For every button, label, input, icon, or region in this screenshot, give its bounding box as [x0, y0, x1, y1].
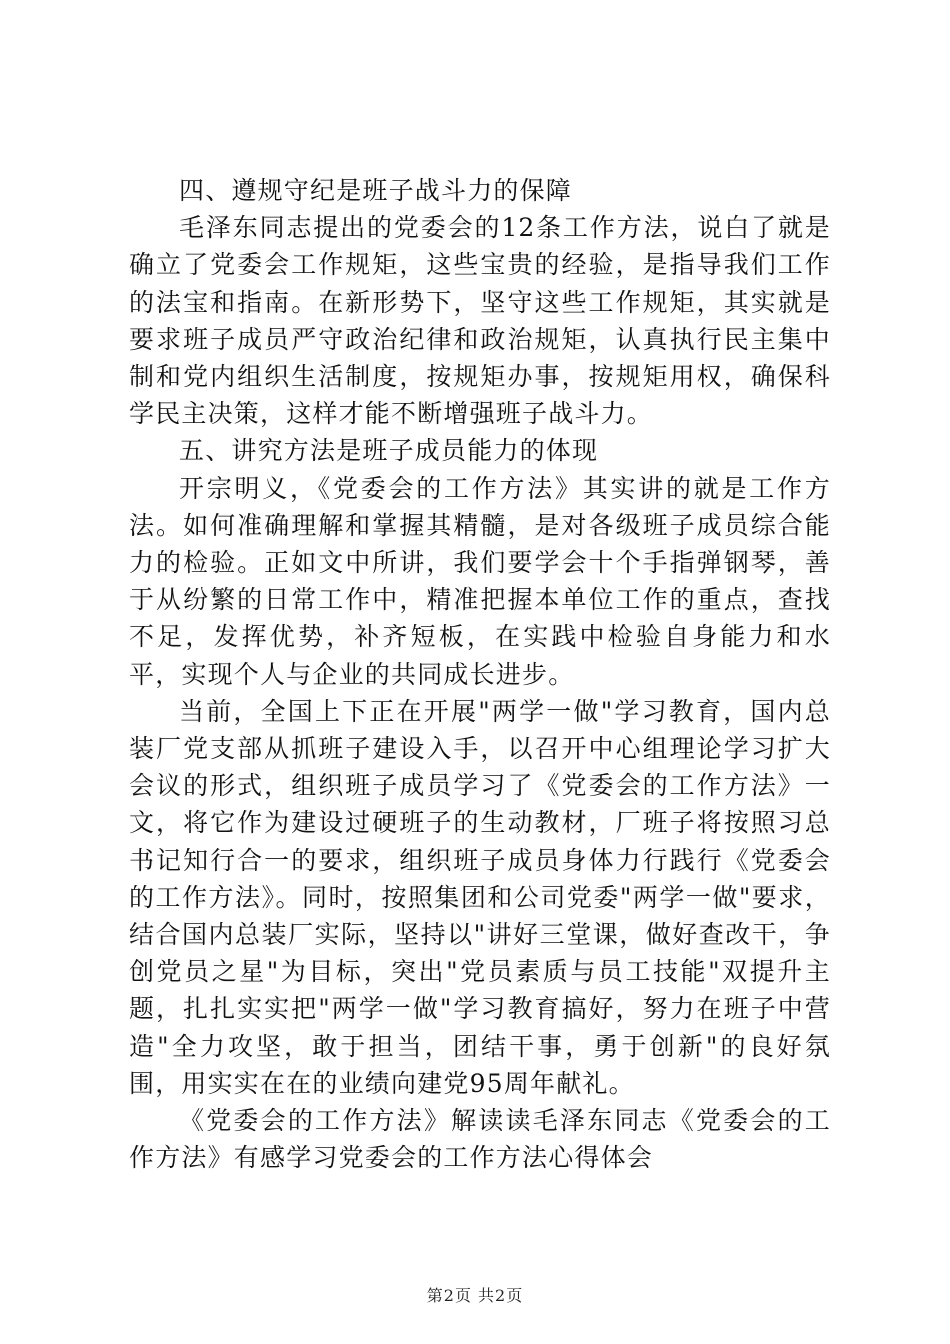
section-heading-5: 五、讲究方法是班子成员能力的体现: [179, 436, 599, 466]
page-number: 第2页 共2页: [426, 1286, 524, 1305]
section-heading-4: 四、遵规守纪是班子战斗力的保障: [179, 176, 573, 205]
paragraph: 当前，全国上下正在开展"两学一做"学习教育，国内总装厂党支部从抓班子建设入手，以召开中心组理论学习扩大会议的形式，组织班子成员学习了《党委会的工作方法》一文，将它作为建设过硬班子的生动教材，厂班子将按照习总书记知行合一的要求，组织班子成员身体力行践行《党委会的工作方法》。同时，按照集团和公司党委"两学一做"要求，结合国内总装厂实际，坚持以"讲好三堂课，做好查改干，争创党员之星"为目标，突出"党员素质与员工技能"双提升主题，扎扎实实把"两学一做"学习教育搞好，努力在班子中营造"全力攻坚，敢于担当，团结干事，勇于创新"的良好氛围，用实实在在的业绩向建党95周年献礼。: [129, 696, 831, 1098]
paragraph: 毛泽东同志提出的党委会的12条工作方法，说白了就是确立了党委会工作规矩，这些宝贵的经验，是指导我们工作的法宝和指南。在新形势下，坚守这些工作规矩，其实就是要求班子成员严守政治纪律和政治规矩，认真执行民主集中制和党内组织生活制度，按规矩办事，按规矩用权，确保科学民主决策，这样才能不断增强班子战斗力。: [129, 213, 831, 429]
document-body: [129, 172, 831, 1176]
related-titles: 《党委会的工作方法》解读读毛泽东同志《党委会的工作方法》有感学习党委会的工作方法心得体会: [129, 1106, 831, 1173]
paragraph: 开宗明义，《党委会的工作方法》其实讲的就是工作方法。如何准确理解和掌握其精髓，是对各级班子成员综合能力的检验。正如文中所讲，我们要学会十个手指弹钢琴，善于从纷繁的日常工作中，精准把握本单位工作的重点，查找不足，发挥优势，补齐短板，在实践中检验自身能力和水平，实现个人与企业的共同成长进步。: [129, 473, 831, 689]
